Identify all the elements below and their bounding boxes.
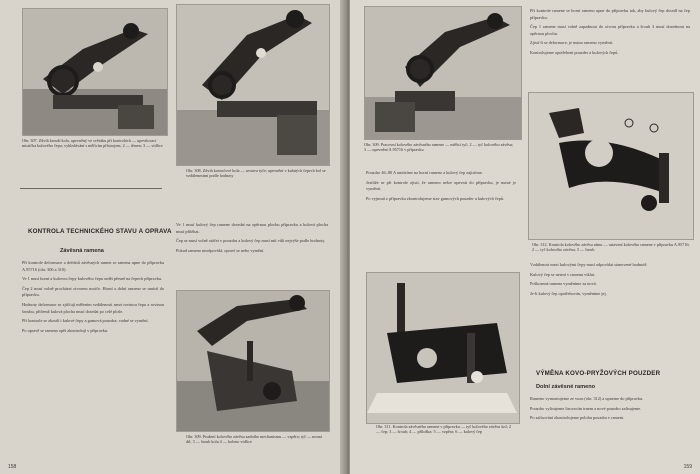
paragraph: Po vyjmutí z přípravku zkontrolujeme stav gumových pouzder a kulových čepů. [366, 195, 505, 201]
figure-photo-5 [528, 92, 694, 240]
section-divider [20, 188, 162, 189]
paragraph: Ve 1 musí kulový čep ramene dosedat na opěrnou plochu přípravku a kulová plocha musí přiléhat. [176, 222, 328, 234]
subsection-title-2: Dolní závěsné rameno [536, 384, 596, 390]
figure-photo-3 [176, 290, 330, 432]
figure-3-illustration [177, 291, 329, 431]
paragraph: Čep 2 musí volně procházet otvorem nosiče. Horní a dolní rameno se umístí do přípravku. [22, 285, 164, 298]
figure-photo-1 [22, 8, 168, 136]
paragraph: Jestliže se při kontrole zjistí, že rameno nelze upevnit do přípravku, je nutné je vyměnit. [366, 179, 516, 192]
figure-photo-6 [366, 272, 520, 424]
figure-caption-2: Obr. 308. Zdvih kotoučové kola — sestava tyče; upevnění v kulatých čepech kol se vzdálenostmi podle hodnoty [186, 168, 326, 179]
figure-caption-6: Obr. 311. Kontrola závěsného ramene v přípravku — tyč kolového závěsu kol; 2 — čep; 3 — šroub; 4 — příložka; 5 — vzpěra; 6 — kulový čep [376, 424, 511, 435]
figure-4-illustration [365, 7, 521, 139]
paragraph: Kontrolujeme opotřebení pouzder a kulových čepů. [530, 49, 619, 55]
figure-2-illustration [177, 5, 329, 165]
figure-photo-2 [176, 4, 330, 166]
figure-caption-3: Obr. 309. Pružení kolového závěsu zadního mechanismu — vzpěra; tyč — nosná díl; 3 — šroub kola 4 — koleno vidlice [186, 434, 322, 445]
right-column-text [176, 222, 328, 254]
right-bottom-text [530, 396, 690, 422]
figure-caption-5: Obr. 312. Kontrola kolového závěsu rámu — ustavení kolového ramene v přípravku A.95716; 2 — tyč kolového závěsu; 3 — šroub [532, 242, 690, 253]
paragraph: Vzdálenost mezi kulovými čepy musí odpovídat stanovené hodnotě. [530, 262, 648, 267]
paragraph: Kulový čep se nesmí v ramenu viklat. [530, 271, 596, 277]
paragraph: Čep 1 ramene musí volně zapadnout do otvoru přípravku a šroub 3 musí dosednout na opěrnou plochu. [530, 24, 690, 36]
figure-caption-1: Obr. 307. Zdvih krouží kola, upevněný ve svěráku při kontrolách — upevňovací mistička kulového čepu; vyhledávání s měřicím přístrojem; 2 — třmen; 3 — vidlice [22, 138, 163, 149]
paragraph: Pouzdro vylisujeme lisovacím trnem a nové pouzdro zalisujeme. [530, 405, 642, 411]
left-column-text [22, 260, 164, 334]
paragraph: Je-li kulový čep opotřebován, vyměníme jej. [530, 290, 607, 296]
section-title: KONTROLA TECHNICKÉHO STAVU A OPRAVA [28, 228, 172, 235]
page-number: 158 [8, 464, 17, 470]
right-page [350, 0, 700, 474]
section-title-2: VÝMĚNA KOVO-PRYŽOVÝCH POUZDER [536, 370, 661, 377]
paragraph: Pokud rameno neodpovídá, opraví se nebo vymění. [176, 247, 265, 253]
left-page [0, 0, 346, 474]
subsection-title: Závěsná ramena [60, 248, 104, 254]
paragraph: Rameno vymontujeme ze vozu (obr. 312) a upneme do přípravku. [530, 396, 644, 401]
paragraph: Pouzdro 46–80 A umístíme na horní rameno a kulový čep zajistíme. [366, 170, 483, 175]
paragraph: Při kontrole ramene se horní rameno upne do přípravku tak, aby kulový čep dosedl na čep přípravku. [530, 8, 690, 20]
paragraph: Čep se musí volně otáčet v pouzdru a kulový čep musí mít vůli nejvýše podle hodnoty. [176, 238, 326, 244]
right-top-text [530, 8, 690, 57]
figure-5-illustration [529, 93, 693, 239]
figure-1-illustration [23, 9, 167, 135]
paragraph: Poškozená ramena vyměníme za nová. [530, 281, 597, 287]
paragraph: Hodnoty deformace se zjišťují měřením vzdálenosti mezi rovinou čepu a rovinou šroubu, přičemž kulová plocha musí dosedat po celé ploše. [22, 301, 164, 314]
paragraph: Při kontrole se zkouší i kulové čepy a gumová pouzdra; vadné se vymění. [22, 318, 149, 324]
right-side-text [530, 262, 690, 297]
figure-photo-4 [364, 6, 522, 140]
page-number-right: 159 [683, 464, 692, 470]
paragraph: Po opravě se ramena opět zkontrolují v přípravku. [22, 327, 109, 333]
paragraph: Při kontrole deformace a defektů závěsných ramen se ramena upne do přípravku A.95716 (obr. 306 a 310). [22, 260, 164, 272]
right-mid-text [366, 170, 516, 202]
figure-caption-4: Obr. 309. Pracovní kolového závěsného ramene — měřicí tyč; 2 — tyč kolového závěsu; 3 — upevnění A.95716 v přípravku [364, 142, 514, 153]
paragraph: Ve 1 musí horní a kulovou čepy kulového čepu sedět přesně na čepech přípravku. [22, 276, 163, 282]
paragraph: Po zalisování zkontrolujeme polohu pouzdra v rameni. [530, 415, 625, 421]
figure-6-illustration [367, 273, 519, 423]
paragraph: Zjistí-li se deformace, je nutno rameno vyměnit. [530, 40, 614, 46]
